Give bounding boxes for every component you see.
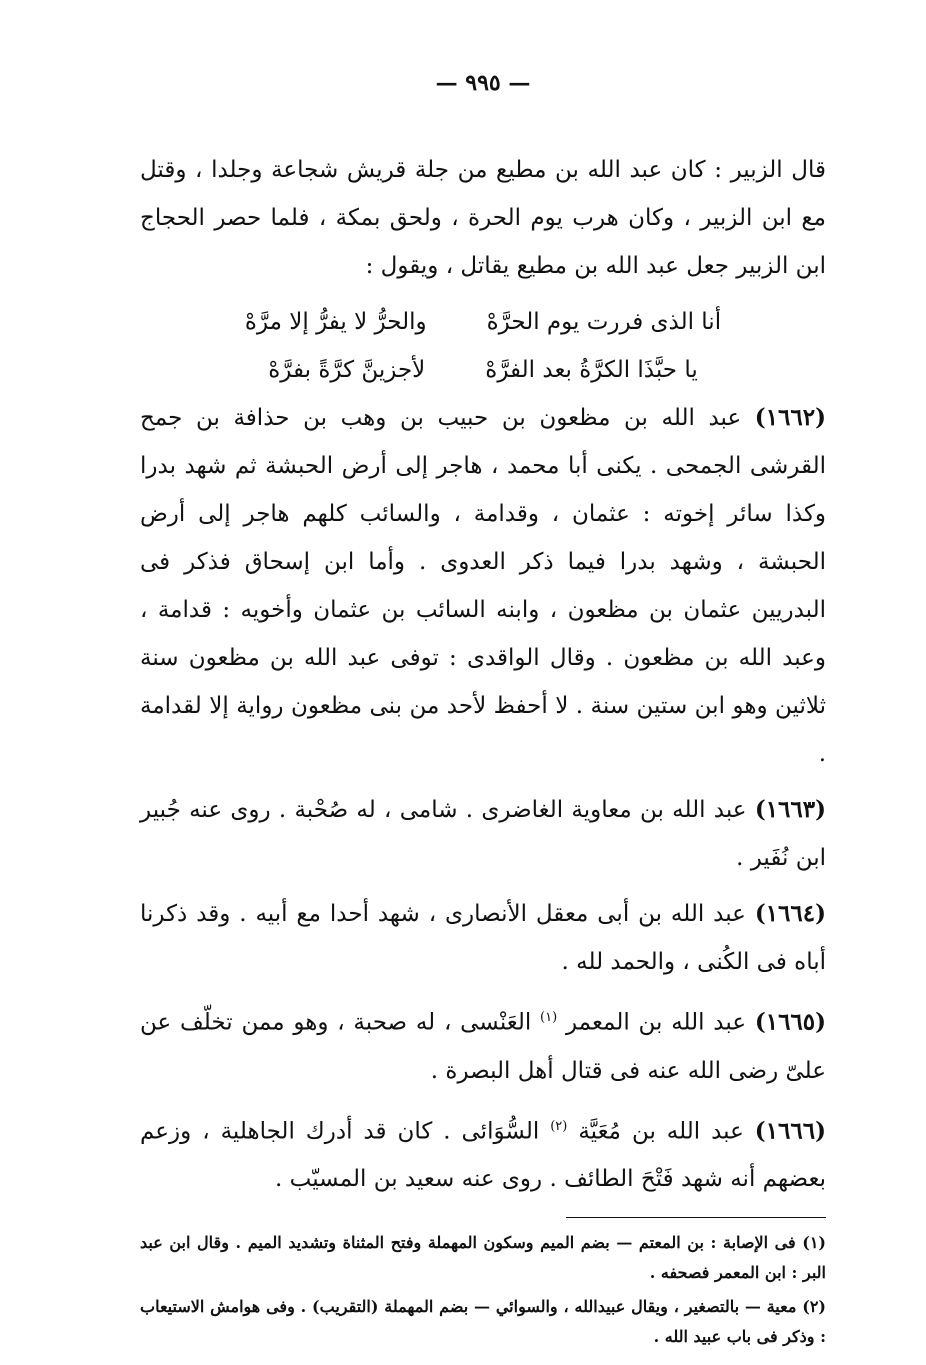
footnote-1: (١) فى الإصابة : بن المعتم — بضم الميم وسكون المهملة وفتح المثناة وتشديد الميم . وقال ابن عبد البر : ابن المعمر فصحفه . <box>140 1233 826 1283</box>
entry-text: عبد الله بن مظعون بن حبيب بن وهب بن حذافة بن جمح القرشى الجمحى . يكنى أبا محمد ، هاجر إلى أرض الحبشة ثم شهد بدرا وكذا سائر إخوته : عثمان ، وقدامة ، والسائب كلهم هاجر إلى أرض الحبشة ، وشهد بدرا فيما ذكر العدوى . وأما ابن إسحاق فذكر فى البدريين عثمان بن مظعون ، وابنه السائب بن عثمان وأخويه : قدامة ، وعبد الله بن مظعون . وقال الواقدى : توفى عبد الله بن مظعون سنة ثلاثين وهو ابن ستين سنة . لا أحفظ لأحد من بنى مظعون رواية إلا لقدامة . <box>140 405 826 767</box>
intro-paragraph: قال الزبير : كان عبد الله بن مطيع من جلة قريش شجاعة وجلدا ، وقتل مع ابن الزبير ، وكان هرب يوم الحرة ، ولحق بمكة ، فلما حصر الحجاج ابن الزبير جعل عبد الله بن مطيع يقاتل ، ويقول : <box>140 157 826 279</box>
verse-first-hemistich: يا حبَّذَا الكرَّةُ بعد الفرَّهْ <box>485 357 698 383</box>
footnotes <box>140 1228 826 1352</box>
verse-line <box>180 298 786 346</box>
entry-number: (١٦٦٢) <box>754 404 826 431</box>
entry-1665 <box>140 994 826 1095</box>
footnote-2: (٢) معية — بالتصغير ، ويقال عبيدالله ، والسوائي — بضم المهملة (التقريب) . وفى هوامش الاستيعاب : وذكر فى باب عبيد الله . <box>140 1297 826 1347</box>
footnote-divider <box>566 1217 826 1218</box>
entry-number: (١٦٦٦) <box>754 1117 826 1145</box>
entry-1662 <box>140 394 826 778</box>
entry-text: عبد الله بن معاوية الغاضرى . شامى ، له صُحْبة . روى عنه جُبير ابن نُفَير . <box>140 797 826 871</box>
verse-second-hemistich: والحرُّ لا يفرُّ إلا مرَّهْ <box>244 309 427 335</box>
footnote-reference: (٢) <box>550 1118 568 1134</box>
entry-number: (١٦٦٥) <box>754 1008 827 1036</box>
entry-text: عبد الله بن أبى معقل الأنصارى ، شهد أحدا مع أبيه . وقد ذكرنا أباه فى الكُنى ، والحمد لله . <box>140 901 826 975</box>
entry-text-continued: العَنْسى ، له صحبة ، وهو ممن تخلّف عن علىّ رضى الله عنه فى قتال أهل البصرة . <box>140 1009 826 1084</box>
entry-1664 <box>140 890 826 986</box>
entry-text: عبد الله بن المعمر <box>565 1009 747 1036</box>
verse-second-hemistich: لأجزينَّ كرَّةً بفرَّهْ <box>268 357 426 383</box>
footnote-reference: (١) <box>540 1010 558 1025</box>
entry-number: (١٦٦٣) <box>754 796 827 823</box>
main-text <box>140 146 826 1203</box>
entry-1663 <box>140 786 826 882</box>
entry-text: عبد الله بن مُعَيَّة <box>578 1118 744 1145</box>
entry-text-continued: السُّوَائى . كان قد أدرك الجاهلية ، وزعم بعضهم أنه شهد فَتْحَ الطائف . روى عنه سعيد بن المسيّب . <box>140 1118 826 1193</box>
page-number: — ٩٩٥ — <box>435 70 531 96</box>
entry-1666 <box>140 1103 826 1204</box>
verse-first-hemistich: أنا الذى فررت يوم الحرَّهْ <box>486 309 722 335</box>
entry-number: (١٦٦٤) <box>754 900 827 927</box>
verse-line <box>180 346 786 394</box>
